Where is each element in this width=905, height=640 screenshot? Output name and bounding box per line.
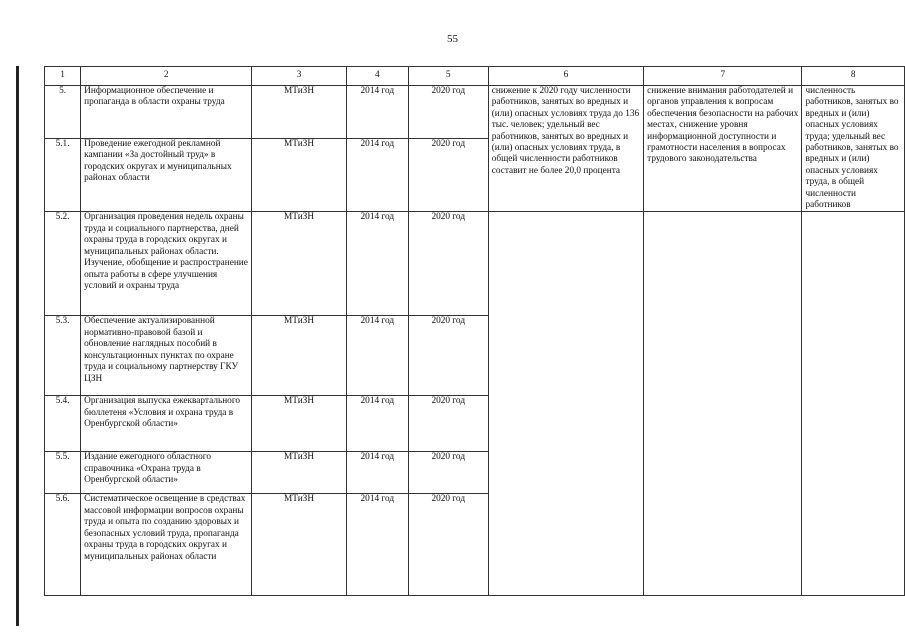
row-number: 5.6. bbox=[45, 494, 81, 596]
row-end-year: 2020 год bbox=[408, 316, 488, 396]
table-row bbox=[45, 86, 905, 139]
header-row bbox=[45, 67, 905, 86]
row-start-year: 2014 год bbox=[346, 452, 408, 494]
row-start-year: 2014 год bbox=[346, 396, 408, 452]
row-measure: Информационное обеспечение и пропаганда в области охраны труда bbox=[81, 86, 252, 139]
row-number: 5.3. bbox=[45, 316, 81, 396]
row-start-year: 2014 год bbox=[346, 138, 408, 212]
row-number: 5.1. bbox=[45, 138, 81, 212]
row-executor: МТиЗН bbox=[252, 494, 347, 596]
left-margin-rule bbox=[16, 66, 19, 626]
empty-merged-cell bbox=[488, 212, 643, 596]
row-number: 5.2. bbox=[45, 212, 81, 316]
header-cell: 5 bbox=[408, 67, 488, 86]
row-start-year: 2014 год bbox=[346, 86, 408, 139]
row-end-year: 2020 год bbox=[408, 212, 488, 316]
row-measure: Организация проведения недель охраны труда и социального партнерства, дней охраны труда в городских округах и муниципальных районах области. Изучение, обобщение и распространение опыта работы в сфере улучшения условий и охраны труда bbox=[81, 212, 252, 316]
risk-text: снижение внимания работодателей и органов управления к вопросам обеспечения безопасности на рабочих местах, снижение уровня информационной доступности и грамотности населения в вопросах трудового законодательства bbox=[644, 86, 802, 212]
row-measure: Систематическое освещение в средствах массовой информации вопросов охраны труда и опыта по созданию здоровых и безопасных условий труда, пропаганда охраны труда в городских округах и муниципальных районах области bbox=[81, 494, 252, 596]
row-end-year: 2020 год bbox=[408, 86, 488, 139]
header-cell: 6 bbox=[488, 67, 643, 86]
empty-merged-cell bbox=[802, 212, 905, 596]
row-end-year: 2020 год bbox=[408, 452, 488, 494]
table-row bbox=[45, 212, 905, 316]
row-measure: Проведение ежегодной рекламной кампании «За достойный труд» в городских округах и муниципальных районах области bbox=[81, 138, 252, 212]
row-start-year: 2014 год bbox=[346, 316, 408, 396]
expected-result-text: снижение к 2020 году численности работников, занятых во вредных и (или) опасных условиях труда до 136 тыс. человек; удельный вес работников, занятых во вредных и (или) опасных условиях труда, в общей численности работников составит не более 20,0 процента bbox=[488, 86, 643, 212]
program-table bbox=[44, 66, 905, 596]
row-executor: МТиЗН bbox=[252, 138, 347, 212]
row-start-year: 2014 год bbox=[346, 494, 408, 596]
header-cell: 8 bbox=[802, 67, 905, 86]
row-number: 5.5. bbox=[45, 452, 81, 494]
header-cell: 7 bbox=[644, 67, 802, 86]
row-start-year: 2014 год bbox=[346, 212, 408, 316]
row-measure: Издание ежегодного областного справочника «Охрана труда в Оренбургской области» bbox=[81, 452, 252, 494]
indicator-text: численность работников, занятых во вредных и (или) опасных условиях труда; удельный вес работников, занятых во вредных и (или) опасных условиях труда, в общей численности работников bbox=[802, 86, 905, 212]
row-end-year: 2020 год bbox=[408, 494, 488, 596]
row-measure: Организация выпуска ежеквартального бюллетеня «Условия и охрана труда в Оренбургской области» bbox=[81, 396, 252, 452]
row-executor: МТиЗН bbox=[252, 396, 347, 452]
row-end-year: 2020 год bbox=[408, 138, 488, 212]
row-executor: МТиЗН bbox=[252, 212, 347, 316]
row-executor: МТиЗН bbox=[252, 452, 347, 494]
row-measure: Обеспечение актуализированной нормативно-правовой базой и обновление наглядных пособий в консультационных пунктах по охране труда и социальному партнерству ГКУ ЦЗН bbox=[81, 316, 252, 396]
header-cell: 1 bbox=[45, 67, 81, 86]
row-executor: МТиЗН bbox=[252, 86, 347, 139]
header-cell: 3 bbox=[252, 67, 347, 86]
header-cell: 4 bbox=[346, 67, 408, 86]
row-executor: МТиЗН bbox=[252, 316, 347, 396]
row-end-year: 2020 год bbox=[408, 396, 488, 452]
row-number: 5.4. bbox=[45, 396, 81, 452]
page-number: 55 bbox=[447, 33, 458, 45]
row-number: 5. bbox=[45, 86, 81, 139]
header-cell: 2 bbox=[81, 67, 252, 86]
empty-merged-cell bbox=[644, 212, 802, 596]
